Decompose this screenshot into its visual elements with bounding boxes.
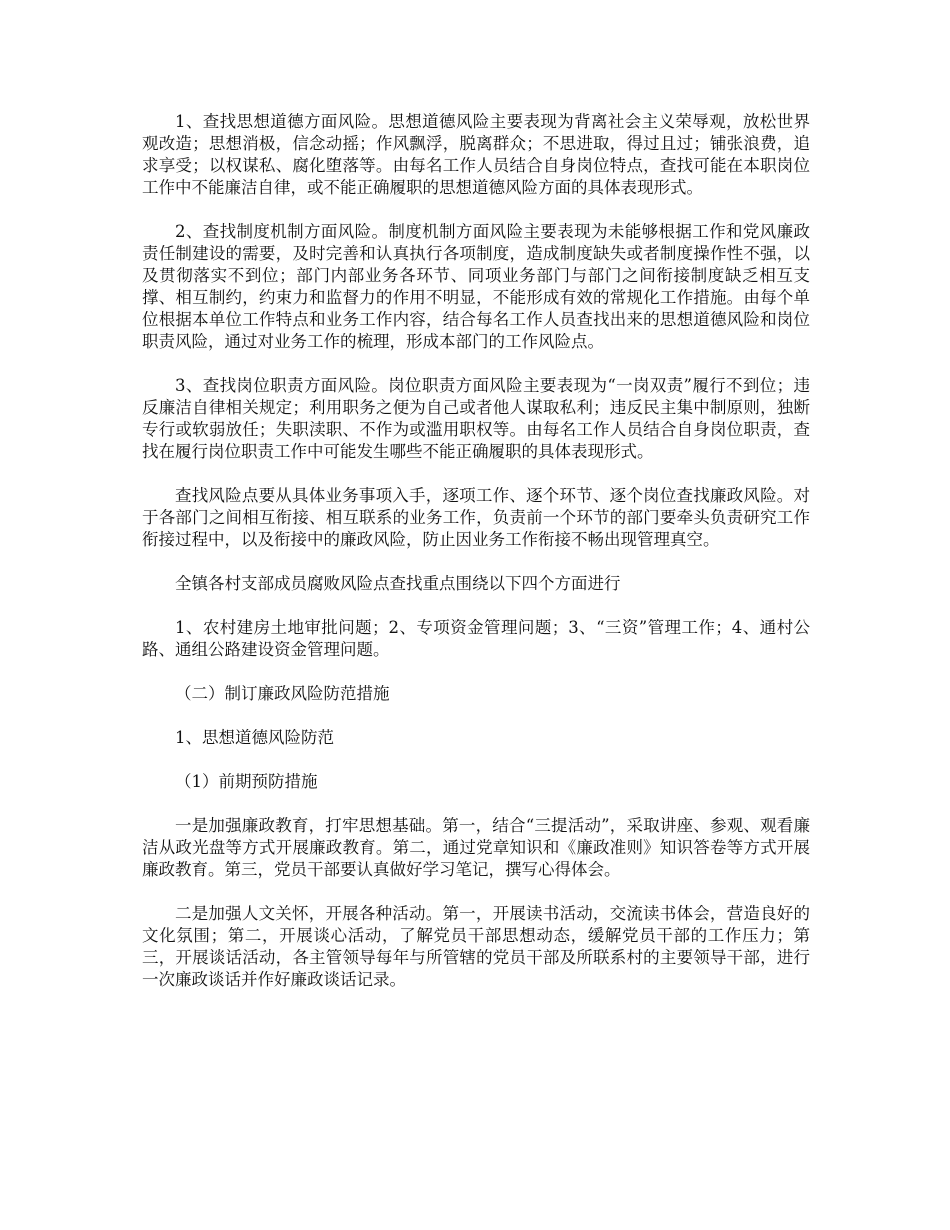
section-heading-measures: （二）制订廉政风险防范措施 (175, 684, 390, 703)
subheading-early-prevention: （1）前期预防措施 (175, 772, 318, 791)
paragraph-education: 一是加强廉政教育，打牢思想基础。第一，结合“三提活动”，采取讲座、参观、观看廉洁从政光盘等方式开展廉政教育。第二，通过党章知识和《廉政准则》知识答卷等方式开展廉政教育。第三，党员干部要认真做好学习笔记，撰写心得体会。 (142, 816, 810, 879)
paragraph-risk-moral: 1、查找思想道德方面风险。思想道德风险主要表现为背离社会主义荣辱观，放松世界观改造；思想消极，信念动摇；作风飘浮，脱离群众；不思进取，得过且过；铺张浪费，追求享受；以权谋私、腐化堕落等。由每名工作人员结合自身岗位特点，查找可能在本职岗位工作中不能廉洁自律，或不能正确履职的思想道德风险方面的具体表现形式。 (142, 112, 810, 197)
paragraph-risk-method: 查找风险点要从具体业务事项入手，逐项工作、逐个环节、逐个岗位查找廉政风险。对于各部门之间相互衔接、相互联系的业务工作，负责前一个环节的部门要牵头负责研究工作衔接过程中，以及衔接中的廉政风险，防止因业务工作衔接不畅出现管理真空。 (142, 486, 810, 549)
paragraph-humanistic-care: 二是加强人文关怀，开展各种活动。第一，开展读书活动，交流读书体会，营造良好的文化氛围；第二，开展谈心活动，了解党员干部思想动态，缓解党员干部的工作压力；第三，开展谈话活动，各主管领导每年与所管辖的党员干部及所联系村的主要领导干部，进行一次廉政谈话并作好廉政谈话记录。 (142, 904, 810, 989)
paragraph-risk-system: 2、查找制度机制方面风险。制度机制方面风险主要表现为未能够根据工作和党风廉政责任制建设的需要，及时完善和认真执行各项制度，造成制度缺失或者制度操作性不强，以及贯彻落实不到位；部门内部业务各环节、同项业务部门与部门之间衔接制度缺乏相互支撑、相互制约，约束力和监督力的作用不明显，不能形成有效的常规化工作措施。由每个单位根据本单位工作特点和业务工作内容，结合每名工作人员查找出来的思想道德风险和岗位职责风险，通过对业务工作的梳理，形成本部门的工作风险点。 (142, 222, 810, 351)
document-body (142, 111, 810, 1013)
paragraph-village-focus: 全镇各村支部成员腐败风险点查找重点围绕以下四个方面进行 (175, 574, 621, 593)
paragraph-risk-duty: 3、查找岗位职责方面风险。岗位职责方面风险主要表现为“一岗双责”履行不到位；违反廉洁自律相关规定；利用职务之便为自己或者他人谋取私利；违反民主集中制原则，独断专行或软弱放任；失职渎职、不作为或滥用职权等。由每名工作人员结合自身岗位职责，查找在履行岗位职责工作中可能发生哪些不能正确履职的具体表现形式。 (142, 376, 810, 461)
paragraph-four-aspects: 1、农村建房土地审批问题；2、专项资金管理问题；3、“三资”管理工作；4、通村公路、通组公路建设资金管理问题。 (142, 618, 810, 659)
subheading-moral-prevention: 1、思想道德风险防范 (175, 728, 334, 747)
